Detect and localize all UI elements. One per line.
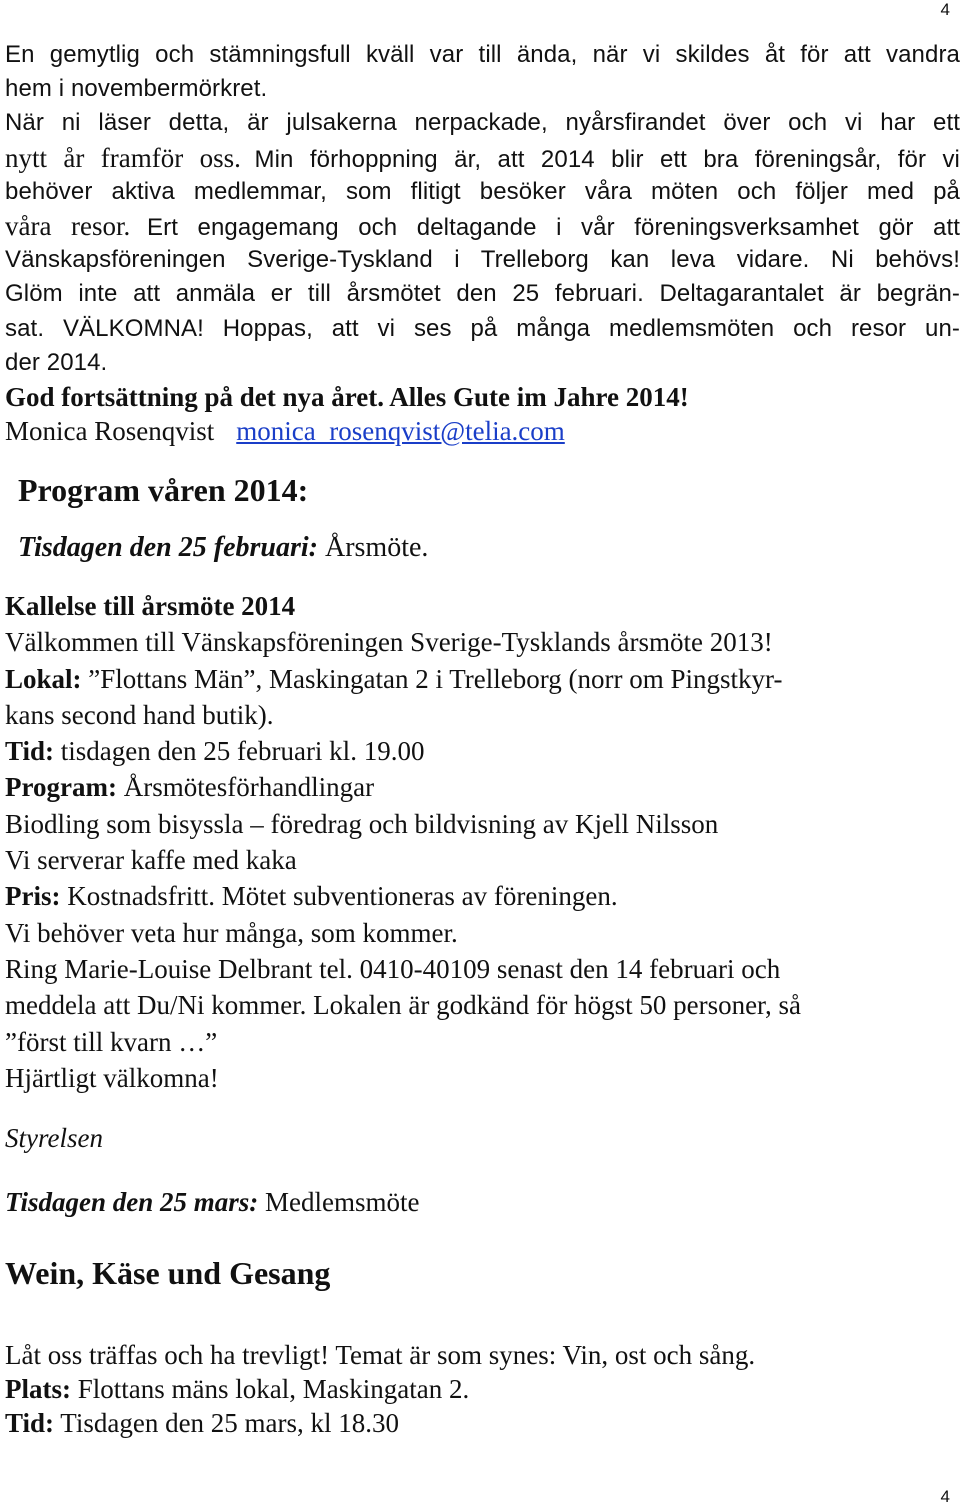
intro-line: hem i novembermörkret. (5, 75, 268, 103)
field-label: Plats: (5, 1374, 71, 1404)
kallelse-lokal-cont: kans second hand butik). (5, 699, 274, 730)
kallelse-welcome: Välkommen till Vänskapsföreningen Sverige-Tysklands årsmöte 2013! (5, 627, 773, 658)
date-label: Tisdagen den 25 februari: (18, 532, 318, 563)
field-label: Tid: (5, 736, 55, 767)
field-value: Flottans mäns lokal, Maskingatan 2. (70, 1374, 470, 1404)
kallelse-behover: Vi behöver veta hur många, som kommer. (5, 917, 458, 948)
wein-plats (5, 1372, 755, 1406)
kallelse-section (5, 588, 801, 1096)
wein-tid (5, 1406, 755, 1440)
date-text: Årsmöte. (317, 532, 429, 563)
styrelsen-signature: Styrelsen (5, 1123, 103, 1153)
intro-line: sat. VÄLKOMNA! Hoppas, att vi ses på många medlemsmöten och resor un- (5, 314, 960, 342)
field-label: Lokal: (5, 663, 82, 694)
intro-line: Glöm inte att anmäla er till årsmötet den 25 februari. Deltagarantalet är begrän- (5, 280, 960, 308)
wein-intro: Låt oss träffas och ha trevligt! Temat är som synes: Vin, ost och sång. (5, 1340, 756, 1370)
page-number-bottom: 4 (940, 1487, 950, 1506)
intro-line (5, 141, 960, 175)
kallelse-pris (5, 878, 801, 914)
field-value: Årsmötesförhandlingar (116, 772, 375, 803)
intro-fragment: Min förhoppning är, att 2014 blir ett bra föreningsår, för vi (254, 145, 960, 173)
signature-name: Monica Rosenqvist (5, 416, 215, 447)
field-value: tisdagen den 25 februari kl. 19.00 (54, 736, 425, 767)
kallelse-heading: Kallelse till årsmöte 2014 (5, 591, 296, 621)
kallelse-meddela: meddela att Du/Ni kommer. Lokalen är godkänd för högst 50 personer, så (5, 990, 801, 1021)
wein-title: Wein, Käse und Gesang (5, 1255, 331, 1291)
intro-line: behöver aktiva medlemmar, som flitigt besöker våra möten och följer med på (5, 177, 960, 205)
kallelse-ring: Ring Marie-Louise Delbrant tel. 0410-40109 senast den 14 februari och (5, 953, 781, 984)
program-date-feb (18, 532, 428, 564)
field-label: Pris: (5, 881, 61, 912)
field-value: ”Flottans Män”, Maskingatan 2 i Trelleborg (norr om Pingstkyr- (81, 663, 783, 694)
kallelse-biodling: Biodling som bisyssla – föredrag och bildvisning av Kjell Nilsson (5, 808, 719, 839)
intro-section (5, 38, 960, 448)
email-link[interactable]: monica_rosenqvist@telia.com (236, 416, 565, 447)
field-value: Tisdagen den 25 mars, kl 18.30 (54, 1408, 400, 1438)
intro-fragment: nytt år framför oss. (5, 142, 241, 173)
program-date-mars (5, 1187, 420, 1218)
intro-line: När ni läser detta, är julsakerna nerpackade, nyårsfirandet över och vi har ett (5, 109, 960, 137)
field-label: Tid: (5, 1408, 55, 1438)
kallelse-forst: ”först till kvarn …” (5, 1026, 218, 1057)
field-label: Program: (5, 772, 117, 803)
kallelse-tid (5, 733, 801, 769)
intro-line (5, 209, 960, 243)
intro-fragment: våra resor. (5, 210, 131, 241)
intro-fragment: Ert engagemang och deltagande i vår föreningsverksamhet gör att (147, 213, 960, 241)
signature-line (5, 414, 960, 448)
program-title: Program våren 2014: (18, 472, 309, 508)
intro-line: der 2014. (5, 348, 108, 376)
intro-line: Vänskapsföreningen Sverige-Tyskland i Trelleborg kan leva vidare. Ni behövs! (5, 246, 960, 274)
kallelse-kaffe: Vi serverar kaffe med kaka (5, 845, 297, 876)
greeting: God fortsättning på det nya året. Alles Gute im Jahre 2014! (5, 381, 689, 412)
kallelse-lokal (5, 661, 801, 697)
kallelse-program (5, 769, 801, 805)
page-number-top: 4 (940, 0, 950, 19)
kallelse-valkomna: Hjärtligt välkomna! (5, 1062, 219, 1093)
intro-line: En gemytlig och stämningsfull kväll var till ända, när vi skildes åt för att vandra (5, 41, 960, 68)
date-label: Tisdagen den 25 mars: (5, 1187, 259, 1217)
wein-details (5, 1338, 755, 1440)
date-text: Medlemsmöte (258, 1187, 420, 1217)
field-value: Kostnadsfritt. Mötet subventioneras av föreningen. (60, 881, 618, 912)
